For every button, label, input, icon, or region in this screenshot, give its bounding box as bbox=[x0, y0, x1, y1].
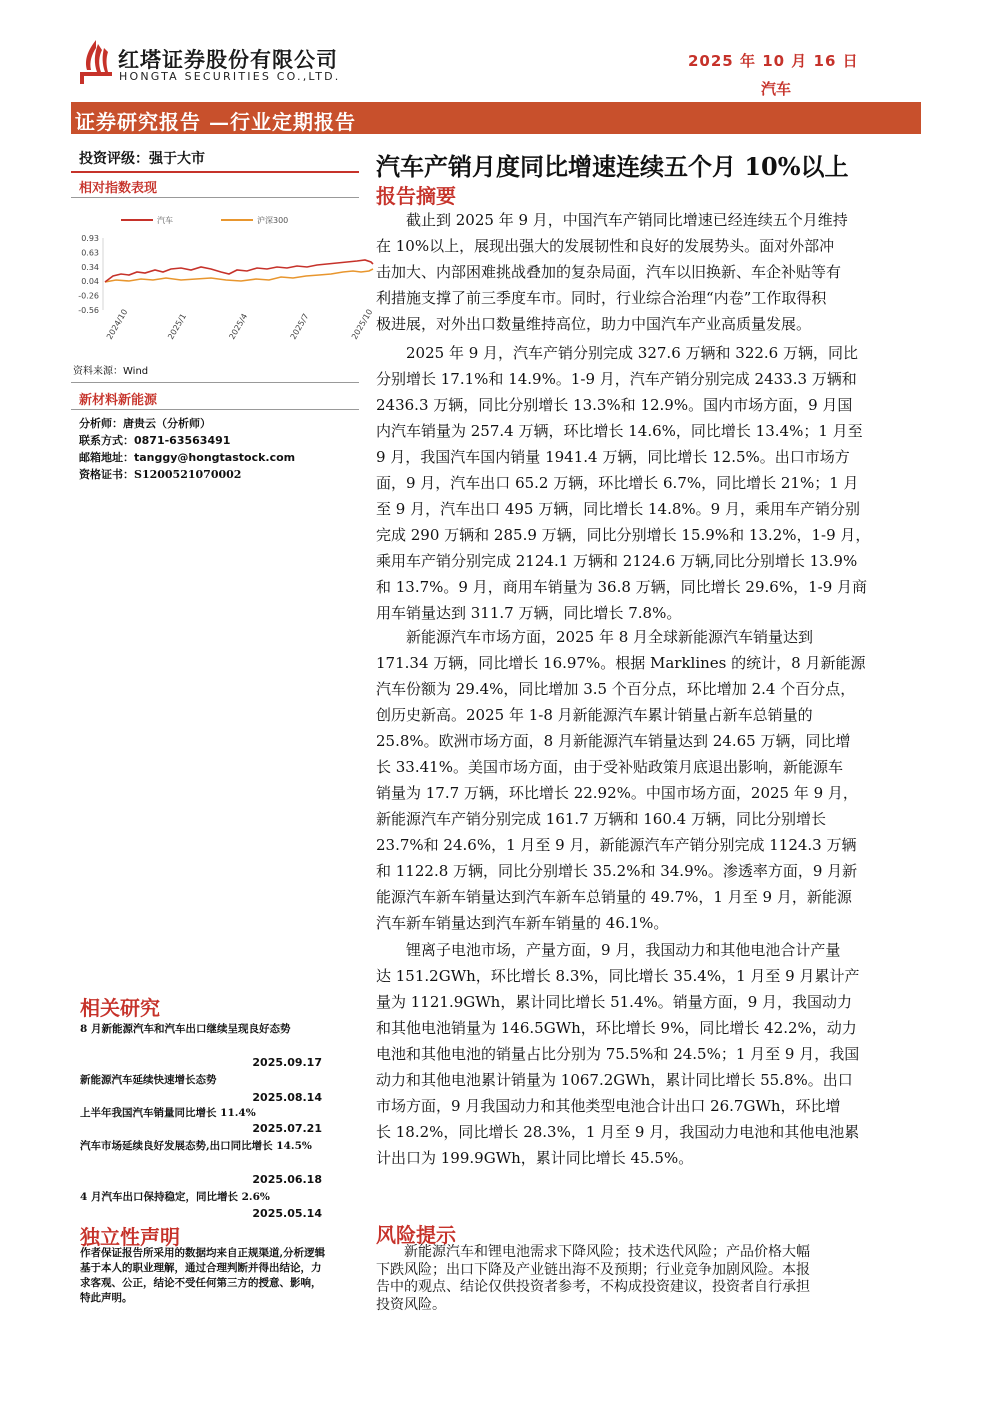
legend-label-auto: 汽车 bbox=[157, 216, 173, 225]
y-tick-label: 0.04 bbox=[81, 277, 99, 287]
related-research-date: 2025.07.21 bbox=[252, 1122, 322, 1135]
report-date: 2025 年 10 月 16 日 bbox=[688, 52, 859, 70]
related-research-date: 2025.05.14 bbox=[252, 1207, 322, 1220]
report-industry: 汽车 bbox=[761, 80, 792, 98]
y-tick-label: -0.26 bbox=[78, 291, 99, 301]
summary-paragraph-3: 新能源汽车市场方面，2025 年 8 月全球新能源汽车销量达到 171.34 万辆，同比增长 16.97%。根据 Marklines 的统计，8 月新能源 汽车份额为 29.4%，同比增加 3.5 个百分点，环比增加 2.4 个百分点， 创历史新高。2025 年 1-8 月新能源汽车累计销量占新车总销量的 25.8%。欧洲市场方面，8 月新能源汽车销量达到 24.65 万辆，同比增 长 33.41%。美国市场方面，由于受补贴政策月底退出影响，新能源车 销量为 17.7 万辆，环比增长 22.92%。中国市场方面，2025 年 9 月， 新能源汽车产销分别完成 161.7 万辆和 160.4 万辆，同比分别增长 23.7%和 24.6%，1 月至 9 月，新能源汽车产销分别完成 1124.3 万辆 和 1122.8 万辆，同比分别增长 35.2%和 34.9%。渗透率方面，9 月新 能源汽车新车销量达到汽车新车总销量的 49.7%，1 月至 9 月，新能源 汽车新车销量达到汽车新车销量的 46.1%。 bbox=[376, 628, 866, 932]
chart-legend bbox=[121, 215, 288, 225]
report-title: 汽车产销月度同比增速连续五个月 10%以上 bbox=[376, 152, 849, 181]
index-performance-title: 相对指数表现 bbox=[79, 181, 158, 196]
related-research-item[interactable]: 4 月汽车出口保持稳定，同比增长 2.6% bbox=[80, 1191, 270, 1203]
x-tick-label: 2024/10 bbox=[104, 307, 130, 341]
x-tick-label: 2025/1 bbox=[166, 312, 189, 341]
x-tick-label: 2025/4 bbox=[227, 312, 250, 341]
risk-body: 新能源汽车和锂电池需求下降风险；技术迭代风险；产品价格大幅 下跌风险；出口下降及产业链出海不及预期；行业竞争加剧风险。本报 告中的观点、结论仅供投资者参考，不构成投资建议，投资者自行承担 投资风险。 bbox=[376, 1244, 810, 1313]
analyst-phone: 联系方式：0871-63563491 bbox=[79, 434, 231, 447]
y-tick-label: 0.93 bbox=[81, 234, 99, 243]
y-tick-label: -0.56 bbox=[78, 306, 99, 315]
related-research-date: 2025.08.14 bbox=[252, 1091, 322, 1104]
analyst-email[interactable]: 邮箱地址：tanggy@hongtastock.com bbox=[79, 451, 296, 464]
investment-rating: 投资评级：强于大市 bbox=[79, 151, 205, 167]
company-name-cn: 红塔证券股份有限公司 bbox=[118, 48, 338, 72]
x-tick-label: 2025/10 bbox=[349, 307, 375, 341]
legend-label-hs300: 沪深300 bbox=[257, 216, 289, 225]
related-research-item[interactable]: 新能源汽车延续快速增长态势 bbox=[80, 1074, 217, 1086]
theme-label: 新材料新能源 bbox=[79, 393, 158, 408]
y-axis-ticks bbox=[78, 234, 99, 315]
company-name-en: HONGTA SECURITIES CO.,LTD. bbox=[119, 70, 341, 83]
related-research-title: 相关研究 bbox=[80, 996, 160, 1020]
summary-paragraph-2: 2025 年 9 月，汽车产销分别完成 327.6 万辆和 322.6 万辆，同比 分别增长 17.1%和 14.9%。1-9 月，汽车产销分别完成 2433.3 万辆和 2436.3 万辆，同比分别增长 13.3%和 12.9%。国内市场方面，9 月国 内汽车销量为 257.4 万辆，环比增长 14.6%，同比增长 13.4%；1 月至 9 月，我国汽车国内销量 1941.4 万辆，同比增长 12.5%。出口市场方 面，9 月，汽车出口 65.2 万辆，环比增长 6.7%，同比增长 21%；1 月 至 9 月，汽车出口 495 万辆，同比增长 14.8%。9 月，乘用车产销分别 完成 290 万辆和 285.9 万辆，同比分别增长 15.9%和 13.2%，1-9 月， 乘用车产销分别完成 2124.1 万辆和 2124.6 万辆,同比分别增长 13.9% 和 13.7%。9 月，商用车销量为 36.8 万辆，同比增长 29.6%，1-9 月商 用车销量达到 311.7 万辆，同比增长 7.8%。 bbox=[376, 344, 871, 622]
independence-statement: 作者保证报告所采用的数据均来自正规渠道,分析逻辑基于本人的职业理解，通过合理判断并得出结论，力求客观、公正，结论不受任何第三方的授意、影响，特此声明。 bbox=[80, 1247, 326, 1304]
summary-heading: 报告摘要 bbox=[376, 184, 456, 208]
divider bbox=[71, 197, 359, 198]
divider bbox=[71, 171, 359, 173]
y-tick-label: 0.34 bbox=[81, 262, 99, 272]
summary-paragraph-4: 锂离子电池市场，产量方面，9 月，我国动力和其他电池合计产量 达 151.2GWh，环比增长 8.3%，同比增长 35.4%，1 月至 9 月累计产 量为 1121.9GWh，累计同比增长 51.4%。销量方面，9 月，我国动力 和其他电池销量为 146.5GWh，环比增长 9%，同比增长 42.2%，动力 电池和其他电池的销量占比分别为 75.5%和 24.5%；1 月至 9 月，我国 动力和其他电池累计销量为 1067.2GWh，累计同比增长 55.8%。出口 市场方面，9 月我国动力和其他类型电池合计出口 26.7GWh，环比增 长 18.2%，同比增长 28.3%，1 月至 9 月，我国动力电池和其他电池累 计出口为 199.9GWh，累计同比增长 45.5%。 bbox=[376, 941, 860, 1167]
related-research-date: 2025.06.18 bbox=[252, 1173, 322, 1186]
data-source-note: 资料来源：Wind bbox=[73, 366, 149, 377]
analyst-name: 分析师：唐贵云（分析师） bbox=[79, 417, 211, 430]
x-tick-label: 2025/7 bbox=[288, 312, 311, 341]
related-research-item[interactable]: 8 月新能源汽车和汽车出口继续呈现良好态势 bbox=[80, 1023, 291, 1035]
divider bbox=[71, 409, 359, 410]
related-research-date: 2025.09.17 bbox=[252, 1056, 322, 1069]
analyst-certificate: 资格证书：S1200521070002 bbox=[79, 468, 242, 481]
related-research-item[interactable]: 汽车市场延续良好发展态势,出口同比增长 14.5% bbox=[80, 1140, 312, 1152]
relative-index-chart bbox=[71, 200, 375, 350]
independence-title: 独立性声明 bbox=[80, 1225, 180, 1249]
y-tick-label: 0.63 bbox=[81, 248, 99, 258]
report-type-label: 证券研究报告 —行业定期报告 bbox=[75, 110, 356, 134]
summary-paragraph-1: 截止到 2025 年 9 月，中国汽车产销同比增速已经连续五个月维持 在 10%以上，展现出强大的发展韧性和良好的发展势头。面对外部冲 击加大、内部困难挑战叠加的复杂局面，汽车以旧换新、车企补贴等有 利措施支撑了前三季度车市。同时，行业综合治理“内卷”工作取得积 极进展，对外出口数量维持高位，助力中国汽车产业高质量发展。 bbox=[376, 211, 848, 333]
divider bbox=[71, 382, 359, 383]
risk-heading: 风险提示 bbox=[376, 1223, 456, 1247]
company-logo bbox=[78, 38, 114, 84]
x-axis-ticks bbox=[105, 308, 374, 341]
related-research-item[interactable]: 上半年我国汽车销量同比增长 11.4% bbox=[80, 1107, 256, 1119]
